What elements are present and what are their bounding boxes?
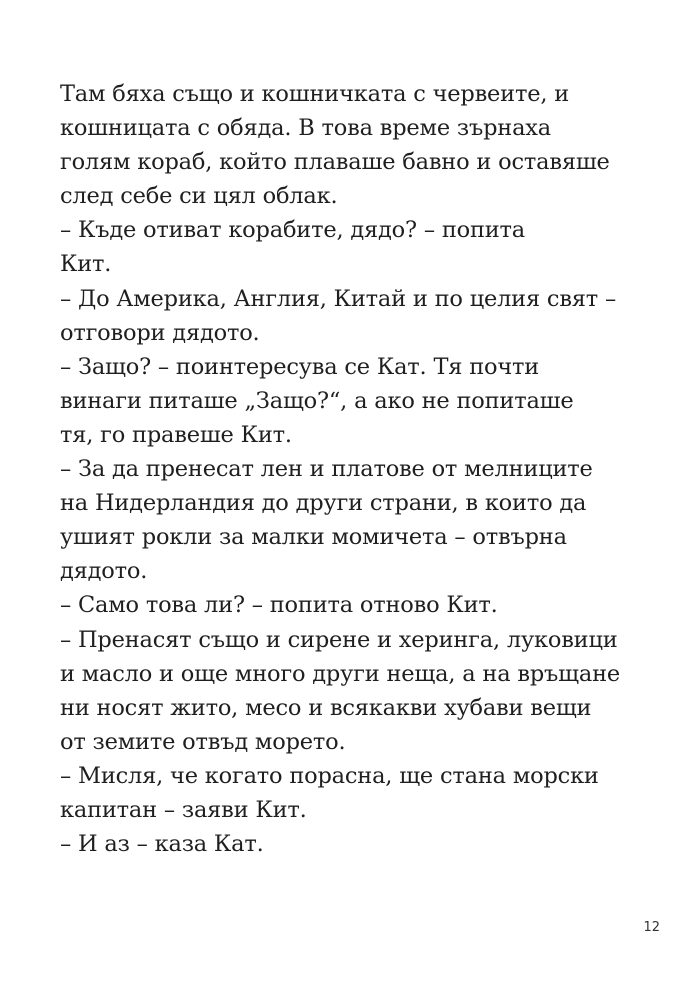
text-line: ни носят жито, месо и всякакви хубави вещи (60, 694, 592, 721)
text-line: Кит. (60, 251, 112, 278)
text-line: – Къде отиват корабите, дядо? – попита (60, 217, 526, 244)
text-line: и масло и още много други неща, а на връщане (60, 660, 621, 687)
text-line: голям кораб, който плаваше бавно и оставяше (60, 149, 610, 176)
text-line: след себе си цял облак. (60, 183, 338, 210)
text-line: от земите отвъд морето. (60, 728, 346, 755)
text-line: отговори дядото. (60, 319, 260, 346)
text-line: ушият рокли за малки момичета – отвърна (60, 524, 567, 551)
story-text (60, 77, 680, 861)
text-line: винаги питаше „Защо?“, а ако не попиташе (60, 387, 574, 414)
text-line: – Само това ли? – попита отново Кит. (60, 592, 498, 619)
text-line: кошницата с обяда. В това време зърнаха (60, 115, 552, 142)
text-line: дядото. (60, 558, 148, 585)
text-line: на Нидерландия до други страни, в които да (60, 490, 587, 517)
text-line: – За да пренесат лен и платове от мелниците (60, 456, 593, 483)
page-number: 12 (643, 920, 660, 935)
text-line: тя, го правеше Кит. (60, 421, 292, 448)
text-line: – Мисля, че когато порасна, ще стана морски (60, 762, 599, 789)
text-line: – И аз – каза Кат. (60, 831, 264, 858)
text-line: – Пренасят също и сирене и херинга, луковици (60, 626, 618, 653)
text-line: капитан – заяви Кит. (60, 796, 307, 823)
text-line: Там бяха също и кошничката с червеите, и (60, 81, 570, 107)
text-line: – Защо? – поинтересува се Кат. Тя почти (60, 353, 540, 380)
text-line: – До Америка, Англия, Китай и по целия свят – (60, 285, 617, 312)
